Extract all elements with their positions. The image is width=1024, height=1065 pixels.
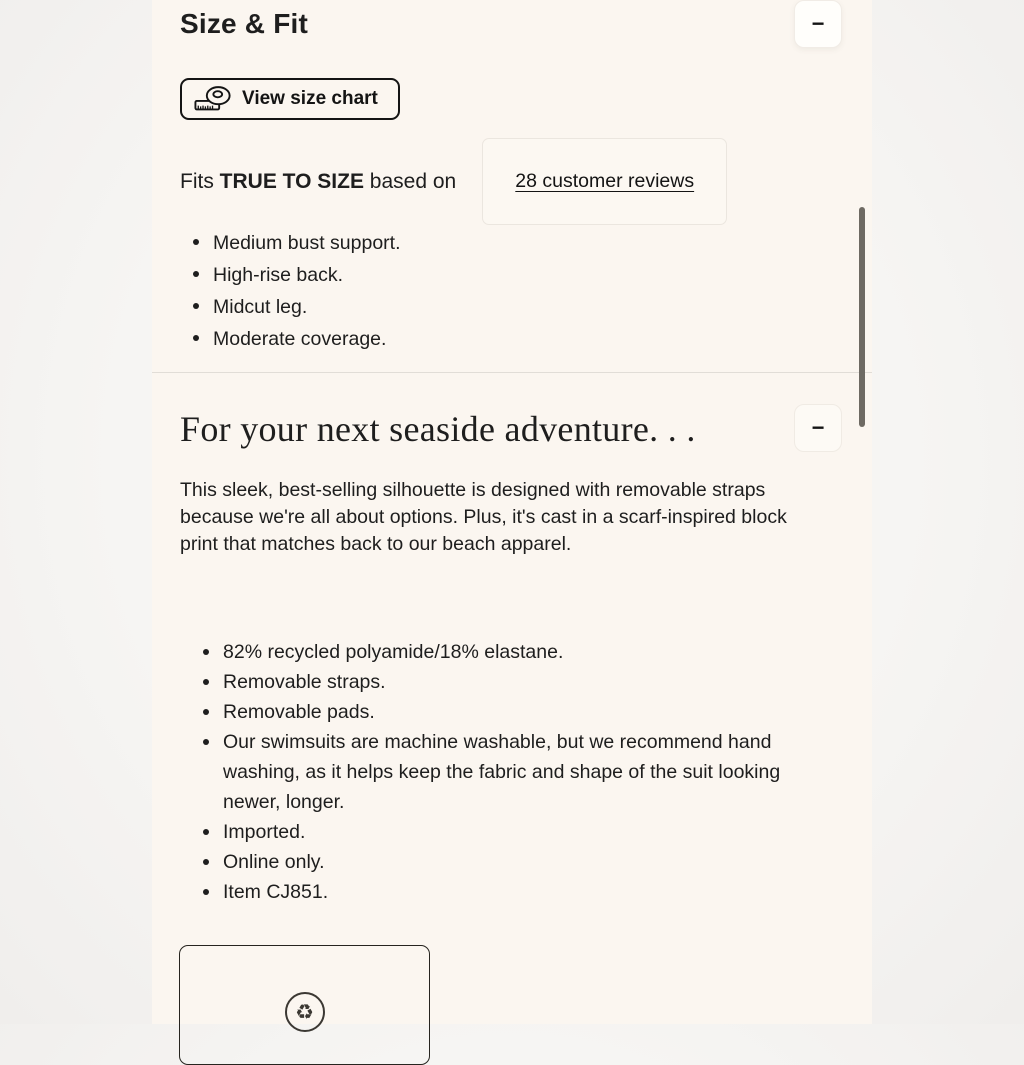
- reviews-box: [482, 138, 727, 225]
- measuring-tape-icon: [194, 84, 232, 114]
- description-collapse-button[interactable]: [794, 404, 842, 452]
- scrollbar-thumb[interactable]: [859, 207, 865, 427]
- list-item: Midcut leg.: [193, 291, 401, 323]
- list-item: Removable straps.: [203, 667, 789, 697]
- list-item: Medium bust support.: [193, 227, 401, 259]
- description-title: For your next seaside adventure. . .: [180, 409, 696, 449]
- size-fit-title: Size & Fit: [180, 8, 309, 39]
- product-details-panel: [152, 0, 872, 1024]
- list-item: Our swimsuits are machine washable, but we recommend hand washing, as it helps keep the fabric and shape of the suit looking newer, longer.: [203, 727, 789, 817]
- fit-summary-row: [180, 138, 727, 225]
- list-item: High-rise back.: [193, 259, 401, 291]
- list-item: Removable pads.: [203, 697, 789, 727]
- list-item: Item CJ851.: [203, 877, 789, 907]
- description-paragraph: This sleek, best-selling silhouette is designed with removable straps because we're all about options. Plus, it's cast in a scarf-inspired block print that matches back to our beach apparel.: [180, 479, 787, 555]
- list-item: Moderate coverage.: [193, 323, 401, 355]
- view-size-chart-label: View size chart: [242, 88, 378, 109]
- description-bullet-list: [203, 637, 789, 907]
- list-item: Online only.: [203, 847, 789, 877]
- minus-icon: −: [811, 415, 825, 440]
- fit-summary-text: Fits TRUE TO SIZE based on: [180, 169, 457, 193]
- description-header: [180, 398, 842, 452]
- recycle-icon: ♻: [285, 992, 325, 1032]
- size-fit-header: [180, 0, 842, 48]
- list-item: Imported.: [203, 817, 789, 847]
- fit-bullet-list: [193, 227, 401, 355]
- sustainability-card[interactable]: [179, 945, 430, 1065]
- minus-icon: −: [811, 11, 825, 36]
- customer-reviews-link[interactable]: 28 customer reviews: [515, 170, 695, 192]
- fit-rating: TRUE TO SIZE: [219, 169, 364, 193]
- list-item: 82% recycled polyamide/18% elastane.: [203, 637, 789, 667]
- view-size-chart-button[interactable]: [180, 78, 400, 120]
- section-divider: [152, 372, 872, 373]
- size-fit-collapse-button[interactable]: [794, 0, 842, 48]
